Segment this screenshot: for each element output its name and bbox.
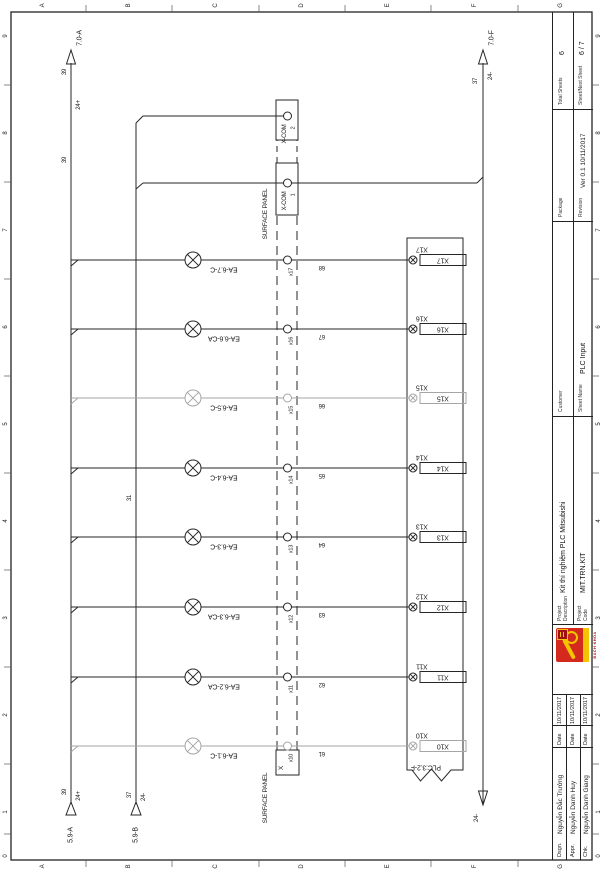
xcom-label: X-COM [282,191,288,211]
lamp-label: EA-6.7-C [210,265,238,273]
xcom-pin-number: 1 [289,193,296,197]
panel-terminal-icon [284,325,292,333]
wire-37-label: 37 [126,791,133,799]
logo-text-strip [583,628,597,662]
total-sheets-label: Total Sheets [558,77,564,105]
approval-date_label-2: Date [583,733,590,745]
zone-row-label: E [385,3,391,8]
panel-pin-label: x17 [287,267,294,277]
zone-col-label: 4 [2,519,9,523]
panel-pin-label: x15 [287,405,294,415]
panel-terminal-icon [284,533,292,541]
zone-col-label: 2 [595,713,602,717]
plc-terminal-box-label: X15 [437,394,449,402]
sheet-next-label: Sheet/Next Sheet [578,65,584,105]
panel-terminal-icon [284,464,292,472]
plc-terminal-label: X11 [416,662,428,670]
panel-terminal-icon [284,394,292,402]
zone-row-label: B [126,864,132,869]
net-24minus-label: 24- [140,792,147,802]
approval-date-2: 10/11/2017 [583,696,590,724]
project-code-value: MIT.TRN.KIT [580,552,587,593]
source-ref-24minus: 5.9-B [132,827,140,843]
wire-number-label: 65 [318,472,326,478]
panel-terminal-icon [284,673,292,681]
zone-col-label: 3 [2,616,9,620]
bus-24plus-wire [66,50,76,815]
panel-pin-label: x12 [287,614,294,624]
wire-31-label: 31 [126,494,133,502]
lamp-label: EA-6.3-CA [208,612,240,620]
logo-text: BACH KHOA [592,631,597,659]
revision-value: Ver 0.1 10/11/2017 [580,133,587,188]
plc-terminal-box-label: X10 [437,742,449,750]
zone-row-label: A [40,864,46,869]
net-24plus-label: 24+ [75,100,82,110]
wire-37-label: 37 [473,77,479,85]
zone-row-label: D [299,864,305,869]
net-24plus-label: 24+ [75,791,82,801]
logo-flag-icon [557,629,568,640]
zone-col-label: 8 [595,131,602,135]
plc-terminal-label: X15 [416,383,428,391]
plc-terminal-box-label: X17 [437,256,449,264]
zone-col-label: 0 [595,854,602,858]
approval-name-1: Nguyễn Danh Huy [569,780,577,834]
approval-date_label-0: Date [556,733,563,745]
approval-name-2: Nguyễn Danh Giang [583,775,591,834]
net-24minus-end-label: 24- [474,813,480,823]
lamp-label: EA-6.3-C [210,542,238,550]
title-block [552,12,597,860]
titleblock-divider [553,694,593,695]
plc-terminal-label: X14 [416,453,428,461]
panel-pin-label: x16 [287,336,294,346]
zone-row-label: C [213,3,219,8]
package-label: Package [558,197,564,217]
zone-col-label: 0 [2,854,9,858]
plc-terminal-label: X12 [416,592,428,600]
zone-row-label: F [472,3,478,8]
panel-connector-name: X [277,765,285,771]
wire-39-label: 39 [61,156,68,164]
sheet-name-value: PLC Input [580,342,587,374]
panel-pin-label: x14 [287,475,294,485]
plc-terminal-box-label: X11 [437,673,449,681]
titleblock-divider [553,725,593,726]
approval-date-0: 10/11/2017 [556,696,563,724]
zone-col-label: 7 [2,228,9,232]
xcom-pin2-terminal [284,112,292,120]
zone-col-label: 7 [595,228,602,232]
xcom-pin1-terminal [284,179,292,187]
wire-number-label: 63 [318,611,326,617]
zone-row-label: E [385,864,391,869]
lamp-label: EA-6.1-C [210,751,238,759]
wire-number-label: 68 [318,264,326,270]
surface-panel-label: SURFACE PANEL [261,772,269,824]
drawing-frame [11,12,592,860]
net-24minus-label: 24- [487,71,494,81]
customer-label: Customer [558,390,564,412]
zone-row-label: B [126,3,132,8]
xcom-label: X-COM [282,124,288,144]
xcom-pin-number: 2 [289,126,296,130]
surface-panel-label: SURFACE PANEL [261,188,269,240]
titleblock-row-divider [566,695,567,860]
panel-terminal-icon [284,256,292,264]
zone-col-label: 6 [595,325,602,329]
dest-ref-24minus: 7.0-F [488,30,496,46]
zone-col-label: 1 [595,810,602,814]
plc-terminal-box-label: X16 [437,325,449,333]
lamp-label: EA-6.5-C [210,403,238,411]
zone-col-label: 8 [2,131,9,135]
wire-number-label: 62 [318,681,326,687]
panel-terminal-icon [284,603,292,611]
wire-39-label: 39 [61,68,68,76]
plc-terminal-box-label: X12 [437,603,449,611]
zone-col-label: 4 [595,519,602,523]
company-logo [556,628,597,662]
project-description-value: Kit thí nghiệm PLC Mitsubishi [560,501,567,593]
zone-col-label: 1 [2,810,9,814]
wire-number-label: 61 [318,750,326,756]
zone-row-label: G [558,864,564,869]
titleblock-divider [553,747,593,748]
plc-terminal-label: X17 [416,245,428,253]
zone-col-label: 9 [2,34,9,38]
plc-terminal-box-label: X13 [437,533,449,541]
zone-ticks [4,5,599,867]
sheet-name-label: Sheet Name [578,384,584,412]
revision-label: Revision [578,197,584,217]
panel-terminal-icon [284,742,292,750]
project-code-label: Project Code [577,605,589,621]
titleblock-row-divider [580,695,581,860]
zone-col-label: 5 [595,422,602,426]
approval-role-2: Chk. [583,845,590,857]
zone-col-label: 3 [595,616,602,620]
zone-col-label: 9 [595,34,602,38]
plc-terminal-label: X13 [416,522,428,530]
approval-date-1: 10/11/2017 [569,696,576,724]
lamp-label: EA-6.4-C [210,473,238,481]
dest-ref-24plus: 7.0-A [76,30,84,46]
zone-row-label: C [213,864,219,869]
approval-name-0: Nguyễn Đắc Trưởng [556,774,564,834]
panel-pin-label: x13 [287,544,294,554]
sheet-next-value: 6 / 7 [579,41,586,55]
wire-number-label: 66 [318,402,326,408]
plc-terminal-label: X10 [416,731,428,739]
wire-number-label: 67 [318,333,326,339]
zone-row-label: A [40,3,46,8]
zone-col-label: 5 [2,422,9,426]
zone-row-label: F [472,864,478,869]
lamp-label: EA-6.2-CA [208,682,240,690]
wire-number-label: 64 [318,541,326,547]
plc-box-ref-label: PLC:3.2-F [410,763,442,771]
plc-terminal-label: X16 [416,314,428,322]
plc-terminal-box-label: X14 [437,464,449,472]
zone-row-label: D [299,3,305,8]
zone-row-label: G [558,3,564,8]
panel-pin-label: x10 [287,753,294,763]
approval-role-1: Appr. [569,844,576,857]
panel-pin-label: x11 [287,685,294,693]
lamp-label: EA-6.6-CA [208,334,240,342]
approval-date_label-1: Date [569,733,576,745]
zone-col-label: 6 [2,325,9,329]
total-sheets-value: 6 [559,51,566,55]
approval-role-0: Dsgn. [556,842,563,857]
titleblock-row-divider [573,12,574,625]
zone-col-label: 2 [2,713,9,717]
wire-39-label: 39 [61,788,68,796]
source-ref-24plus: 5.9-A [67,827,75,843]
project-description-label: Project Description [557,595,569,621]
